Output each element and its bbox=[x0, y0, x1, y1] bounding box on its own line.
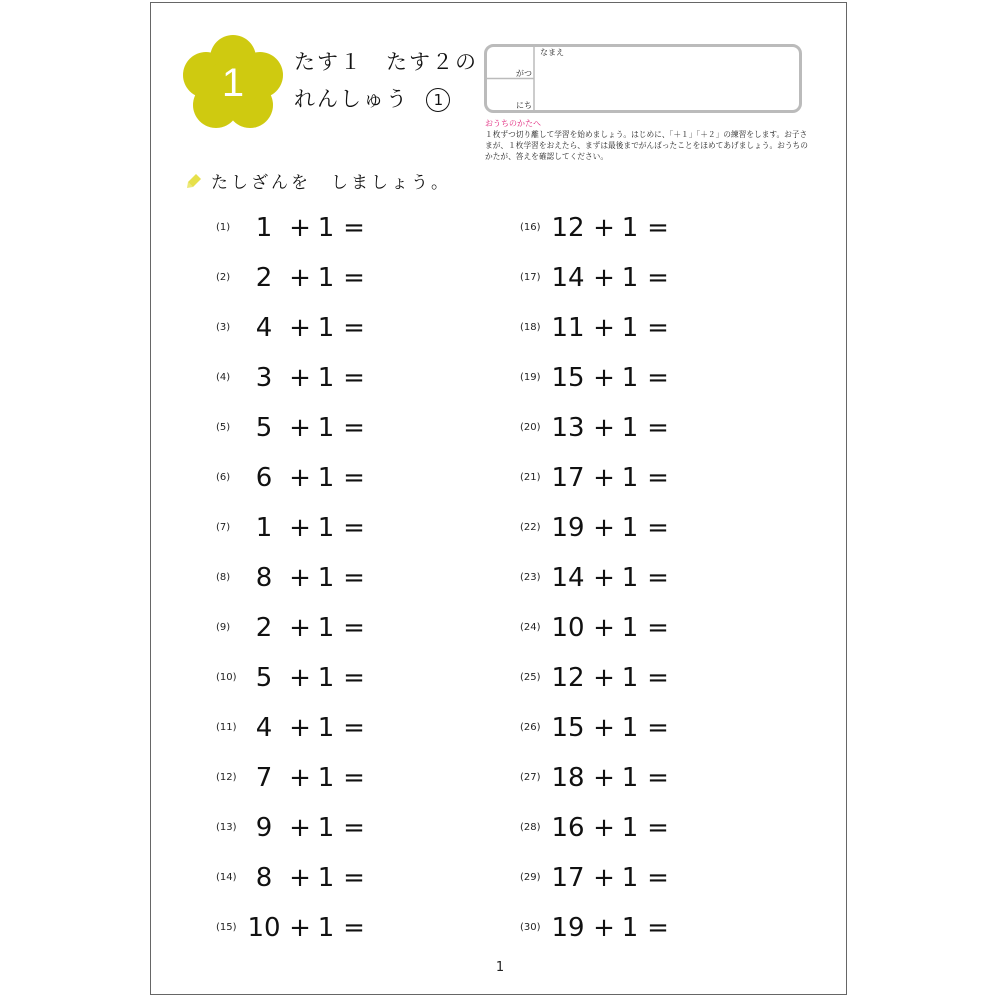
first-addend: 17 bbox=[551, 463, 585, 493]
problem-23 bbox=[520, 558, 690, 598]
plus-sign: + bbox=[289, 863, 311, 893]
plus-sign: + bbox=[593, 913, 615, 943]
answer-area[interactable] bbox=[680, 910, 690, 946]
problem-9 bbox=[216, 608, 386, 648]
pencil-icon bbox=[185, 170, 205, 190]
problem-number: (17) bbox=[520, 272, 541, 283]
instruction bbox=[185, 166, 451, 194]
equals-sign: = bbox=[343, 763, 365, 793]
problem-number: (30) bbox=[520, 922, 541, 933]
plus-sign: + bbox=[289, 213, 311, 243]
problem-number: (7) bbox=[216, 522, 231, 533]
second-addend: 1 bbox=[317, 263, 335, 293]
plus-sign: + bbox=[593, 213, 615, 243]
parent-note-heading: おうちのかたへ bbox=[485, 119, 541, 128]
problem-number: (26) bbox=[520, 722, 541, 733]
second-addend: 1 bbox=[317, 413, 335, 443]
answer-area[interactable] bbox=[680, 460, 690, 496]
problem-number: (14) bbox=[216, 872, 237, 883]
answer-area[interactable] bbox=[680, 860, 690, 896]
problem-27 bbox=[520, 758, 690, 798]
second-addend: 1 bbox=[621, 213, 639, 243]
first-addend: 14 bbox=[551, 563, 585, 593]
second-addend: 1 bbox=[621, 563, 639, 593]
problem-number: (29) bbox=[520, 872, 541, 883]
first-addend: 1 bbox=[255, 513, 273, 543]
answer-area[interactable] bbox=[376, 710, 386, 746]
plus-sign: + bbox=[593, 363, 615, 393]
problem-number: (28) bbox=[520, 822, 541, 833]
second-addend: 1 bbox=[317, 563, 335, 593]
problem-number: (2) bbox=[216, 272, 231, 283]
plus-sign: + bbox=[593, 313, 615, 343]
second-addend: 1 bbox=[317, 863, 335, 893]
problem-expression bbox=[216, 758, 386, 798]
second-addend: 1 bbox=[621, 513, 639, 543]
problem-expression bbox=[216, 308, 386, 348]
problem-expression bbox=[520, 458, 690, 498]
problem-14 bbox=[216, 858, 386, 898]
problem-10 bbox=[216, 658, 386, 698]
problem-number: (12) bbox=[216, 772, 237, 783]
flower-badge-icon bbox=[182, 34, 284, 130]
problem-3 bbox=[216, 308, 386, 348]
equals-sign: = bbox=[343, 713, 365, 743]
problem-number: (8) bbox=[216, 572, 231, 583]
equals-sign: = bbox=[343, 263, 365, 293]
equals-sign: = bbox=[647, 313, 669, 343]
title-line-2: れんしゅう bbox=[294, 87, 409, 111]
equals-sign: = bbox=[343, 513, 365, 543]
plus-sign: + bbox=[289, 713, 311, 743]
plus-sign: + bbox=[289, 263, 311, 293]
second-addend: 1 bbox=[621, 763, 639, 793]
first-addend: 19 bbox=[551, 513, 585, 543]
equals-sign: = bbox=[647, 713, 669, 743]
plus-sign: + bbox=[593, 863, 615, 893]
name-field[interactable] bbox=[536, 47, 798, 110]
equals-sign: = bbox=[343, 563, 365, 593]
equals-sign: = bbox=[647, 663, 669, 693]
instruction-text: たしざんを しましょう。 bbox=[211, 172, 451, 193]
answer-area[interactable] bbox=[376, 910, 386, 946]
parent-note-body: １枚ずつ切り離して学習を始めましょう。はじめに、「＋１」「＋２」の練習をします。お子さまが、１枚学習をおえたら、まずは最後までがんばったことをほめてあげましょう。おうちのかたが、答えを確認してください。 bbox=[485, 130, 808, 161]
second-addend: 1 bbox=[621, 913, 639, 943]
first-addend: 7 bbox=[255, 763, 273, 793]
plus-sign: + bbox=[289, 663, 311, 693]
first-addend: 14 bbox=[551, 263, 585, 293]
problem-number: (24) bbox=[520, 622, 541, 633]
first-addend: 17 bbox=[551, 863, 585, 893]
plus-sign: + bbox=[593, 713, 615, 743]
problem-11 bbox=[216, 708, 386, 748]
plus-sign: + bbox=[593, 563, 615, 593]
month-field[interactable] bbox=[487, 47, 533, 78]
plus-sign: + bbox=[593, 263, 615, 293]
answer-area[interactable] bbox=[376, 460, 386, 496]
plus-sign: + bbox=[593, 463, 615, 493]
problem-expression bbox=[520, 808, 690, 848]
title-part-number: 1 bbox=[426, 88, 450, 112]
first-addend: 5 bbox=[255, 663, 273, 693]
equals-sign: = bbox=[343, 863, 365, 893]
equals-sign: = bbox=[647, 263, 669, 293]
problem-number: (19) bbox=[520, 372, 541, 383]
day-field[interactable] bbox=[487, 80, 533, 110]
problem-1 bbox=[216, 208, 386, 248]
equals-sign: = bbox=[647, 913, 669, 943]
equals-sign: = bbox=[647, 213, 669, 243]
problem-25 bbox=[520, 658, 690, 698]
problem-expression bbox=[216, 908, 386, 948]
answer-area[interactable] bbox=[680, 260, 690, 296]
month-label: がつ bbox=[516, 69, 532, 78]
first-addend: 10 bbox=[551, 613, 585, 643]
answer-area[interactable] bbox=[680, 710, 690, 746]
problem-24 bbox=[520, 608, 690, 648]
problem-expression bbox=[216, 358, 386, 398]
equals-sign: = bbox=[647, 613, 669, 643]
problem-number: (4) bbox=[216, 372, 231, 383]
first-addend: 6 bbox=[255, 463, 273, 493]
first-addend: 9 bbox=[255, 813, 273, 843]
second-addend: 1 bbox=[621, 363, 639, 393]
first-addend: 12 bbox=[551, 663, 585, 693]
plus-sign: + bbox=[289, 913, 311, 943]
problem-expression bbox=[216, 808, 386, 848]
worksheet-title bbox=[294, 44, 478, 118]
answer-area[interactable] bbox=[376, 360, 386, 396]
first-addend: 11 bbox=[551, 313, 585, 343]
first-addend: 15 bbox=[551, 363, 585, 393]
problem-18 bbox=[520, 308, 690, 348]
problem-expression bbox=[216, 208, 386, 248]
problem-26 bbox=[520, 708, 690, 748]
problem-expression bbox=[520, 558, 690, 598]
equals-sign: = bbox=[343, 463, 365, 493]
first-addend: 4 bbox=[255, 313, 273, 343]
second-addend: 1 bbox=[621, 663, 639, 693]
equals-sign: = bbox=[647, 813, 669, 843]
second-addend: 1 bbox=[317, 313, 335, 343]
problem-expression bbox=[520, 608, 690, 648]
unit-number: 1 bbox=[221, 61, 245, 105]
second-addend: 1 bbox=[621, 413, 639, 443]
problem-number: (21) bbox=[520, 472, 541, 483]
plus-sign: + bbox=[289, 763, 311, 793]
problem-expression bbox=[520, 358, 690, 398]
problem-expression bbox=[216, 858, 386, 898]
answer-area[interactable] bbox=[376, 410, 386, 446]
first-addend: 3 bbox=[255, 363, 273, 393]
problem-number: (20) bbox=[520, 422, 541, 433]
problem-expression bbox=[520, 508, 690, 548]
second-addend: 1 bbox=[317, 763, 335, 793]
plus-sign: + bbox=[289, 613, 311, 643]
problem-expression bbox=[520, 758, 690, 798]
second-addend: 1 bbox=[317, 713, 335, 743]
answer-area[interactable] bbox=[680, 610, 690, 646]
second-addend: 1 bbox=[621, 813, 639, 843]
first-addend: 16 bbox=[551, 813, 585, 843]
problem-number: (13) bbox=[216, 822, 237, 833]
problem-expression bbox=[520, 908, 690, 948]
problem-expression bbox=[216, 558, 386, 598]
second-addend: 1 bbox=[317, 813, 335, 843]
problem-7 bbox=[216, 508, 386, 548]
first-addend: 8 bbox=[255, 863, 273, 893]
answer-area[interactable] bbox=[680, 560, 690, 596]
second-addend: 1 bbox=[621, 713, 639, 743]
first-addend: 18 bbox=[551, 763, 585, 793]
plus-sign: + bbox=[289, 413, 311, 443]
problem-number: (16) bbox=[520, 222, 541, 233]
problem-20 bbox=[520, 408, 690, 448]
problem-expression bbox=[216, 708, 386, 748]
problem-16 bbox=[520, 208, 690, 248]
problem-number: (15) bbox=[216, 922, 237, 933]
name-date-box bbox=[484, 44, 802, 114]
plus-sign: + bbox=[289, 313, 311, 343]
second-addend: 1 bbox=[317, 613, 335, 643]
problem-expression bbox=[520, 258, 690, 298]
problem-4 bbox=[216, 358, 386, 398]
problem-21 bbox=[520, 458, 690, 498]
day-label: にち bbox=[516, 101, 532, 110]
second-addend: 1 bbox=[621, 313, 639, 343]
first-addend: 2 bbox=[255, 613, 273, 643]
first-addend: 2 bbox=[255, 263, 273, 293]
answer-area[interactable] bbox=[376, 610, 386, 646]
problem-number: (9) bbox=[216, 622, 231, 633]
problem-number: (5) bbox=[216, 422, 231, 433]
answer-area[interactable] bbox=[680, 660, 690, 696]
problem-6 bbox=[216, 458, 386, 498]
answer-area[interactable] bbox=[376, 560, 386, 596]
equals-sign: = bbox=[647, 413, 669, 443]
equals-sign: = bbox=[647, 363, 669, 393]
equals-sign: = bbox=[343, 413, 365, 443]
answer-area[interactable] bbox=[680, 510, 690, 546]
equals-sign: = bbox=[343, 313, 365, 343]
equals-sign: = bbox=[343, 613, 365, 643]
problem-expression bbox=[520, 408, 690, 448]
second-addend: 1 bbox=[621, 263, 639, 293]
first-addend: 15 bbox=[551, 713, 585, 743]
second-addend: 1 bbox=[317, 913, 335, 943]
equals-sign: = bbox=[647, 463, 669, 493]
answer-area[interactable] bbox=[680, 310, 690, 346]
answer-area[interactable] bbox=[376, 210, 386, 246]
problem-number: (18) bbox=[520, 322, 541, 333]
plus-sign: + bbox=[593, 413, 615, 443]
first-addend: 8 bbox=[255, 563, 273, 593]
problem-expression bbox=[216, 658, 386, 698]
problem-number: (22) bbox=[520, 522, 541, 533]
problem-28 bbox=[520, 808, 690, 848]
problem-expression bbox=[520, 708, 690, 748]
answer-area[interactable] bbox=[680, 210, 690, 246]
problem-2 bbox=[216, 258, 386, 298]
plus-sign: + bbox=[289, 513, 311, 543]
first-addend: 4 bbox=[255, 713, 273, 743]
answer-area[interactable] bbox=[376, 510, 386, 546]
answer-area[interactable] bbox=[680, 760, 690, 796]
plus-sign: + bbox=[593, 763, 615, 793]
answer-area[interactable] bbox=[376, 310, 386, 346]
problem-expression bbox=[216, 258, 386, 298]
answer-area[interactable] bbox=[376, 660, 386, 696]
problem-expression bbox=[520, 658, 690, 698]
equals-sign: = bbox=[343, 913, 365, 943]
plus-sign: + bbox=[593, 613, 615, 643]
problem-29 bbox=[520, 858, 690, 898]
first-addend: 19 bbox=[551, 913, 585, 943]
problem-number: (11) bbox=[216, 722, 237, 733]
answer-area[interactable] bbox=[680, 410, 690, 446]
plus-sign: + bbox=[289, 563, 311, 593]
problem-expression bbox=[520, 208, 690, 248]
first-addend: 10 bbox=[247, 913, 281, 943]
second-addend: 1 bbox=[621, 463, 639, 493]
answer-area[interactable] bbox=[680, 360, 690, 396]
equals-sign: = bbox=[647, 563, 669, 593]
problem-number: (27) bbox=[520, 772, 541, 783]
problem-expression bbox=[216, 508, 386, 548]
equals-sign: = bbox=[343, 663, 365, 693]
equals-sign: = bbox=[343, 813, 365, 843]
problem-5 bbox=[216, 408, 386, 448]
equals-sign: = bbox=[343, 213, 365, 243]
first-addend: 13 bbox=[551, 413, 585, 443]
plus-sign: + bbox=[593, 813, 615, 843]
problem-number: (10) bbox=[216, 672, 237, 683]
problem-30 bbox=[520, 908, 690, 948]
problem-expression bbox=[520, 858, 690, 898]
answer-area[interactable] bbox=[376, 260, 386, 296]
problem-number: (25) bbox=[520, 672, 541, 683]
plus-sign: + bbox=[593, 663, 615, 693]
answer-area[interactable] bbox=[376, 810, 386, 846]
equals-sign: = bbox=[647, 763, 669, 793]
answer-area[interactable] bbox=[376, 860, 386, 896]
second-addend: 1 bbox=[317, 463, 335, 493]
problem-expression bbox=[216, 608, 386, 648]
title-line-1: たす１ たす２の bbox=[294, 50, 478, 74]
plus-sign: + bbox=[289, 463, 311, 493]
equals-sign: = bbox=[647, 513, 669, 543]
first-addend: 12 bbox=[551, 213, 585, 243]
problem-number: (6) bbox=[216, 472, 231, 483]
second-addend: 1 bbox=[621, 613, 639, 643]
name-label: なまえ bbox=[540, 48, 564, 57]
page-number: 1 bbox=[495, 960, 505, 975]
second-addend: 1 bbox=[621, 863, 639, 893]
second-addend: 1 bbox=[317, 663, 335, 693]
equals-sign: = bbox=[343, 363, 365, 393]
first-addend: 1 bbox=[255, 213, 273, 243]
problem-number: (1) bbox=[216, 222, 231, 233]
equals-sign: = bbox=[647, 863, 669, 893]
problem-12 bbox=[216, 758, 386, 798]
second-addend: 1 bbox=[317, 513, 335, 543]
problem-13 bbox=[216, 808, 386, 848]
problem-expression bbox=[216, 408, 386, 448]
plus-sign: + bbox=[289, 813, 311, 843]
answer-area[interactable] bbox=[680, 810, 690, 846]
second-addend: 1 bbox=[317, 213, 335, 243]
answer-area[interactable] bbox=[376, 760, 386, 796]
plus-sign: + bbox=[289, 363, 311, 393]
problem-8 bbox=[216, 558, 386, 598]
plus-sign: + bbox=[593, 513, 615, 543]
problem-19 bbox=[520, 358, 690, 398]
first-addend: 5 bbox=[255, 413, 273, 443]
problem-22 bbox=[520, 508, 690, 548]
problem-15 bbox=[216, 908, 386, 948]
problem-expression bbox=[520, 308, 690, 348]
second-addend: 1 bbox=[317, 363, 335, 393]
problem-number: (3) bbox=[216, 322, 231, 333]
problem-expression bbox=[216, 458, 386, 498]
problem-number: (23) bbox=[520, 572, 541, 583]
problem-17 bbox=[520, 258, 690, 298]
